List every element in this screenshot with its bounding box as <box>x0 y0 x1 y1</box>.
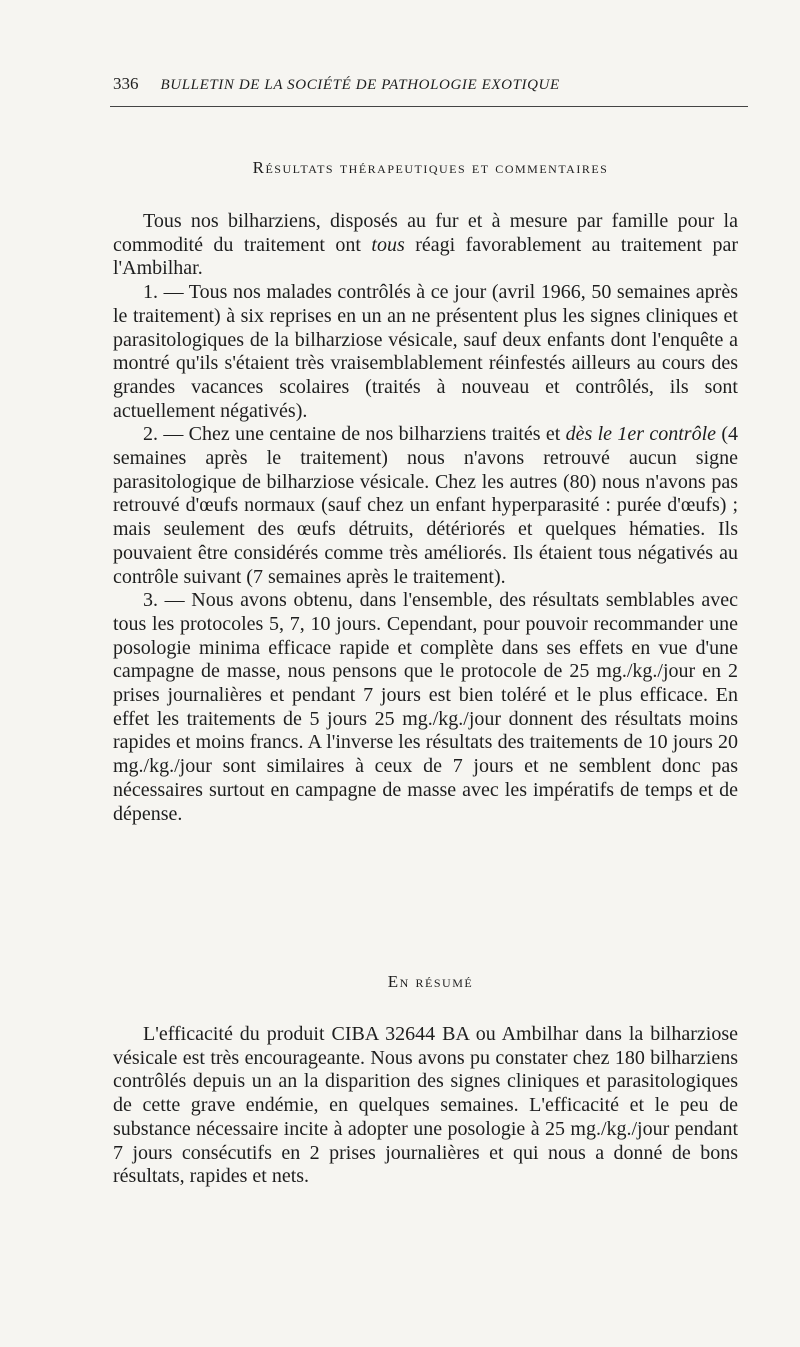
header-rule <box>110 106 748 107</box>
journal-title: BULLETIN DE LA SOCIÉTÉ DE PATHOLOGIE EXOTIQUE <box>160 77 560 93</box>
section-title-results: Résultats thérapeutiques et commentaires <box>252 158 609 177</box>
point-3-paragraph: 3. — Nous avons obtenu, dans l'ensemble, des résultats semblables avec tous les protocoles 5, 7, 10 jours. Cependant, pour pouvoir recommander une posologie minima efficace rapide et complète dans ses effets en vue d'une campagne de masse, nous pensons que le protocole de 25 mg./kg./jour en 2 prises journalières et pendant 7 jours est bien toléré et le plus efficace. En effet les traitements de 5 jours 25 mg./kg./jour donnent des résultats moins rapides et moins francs. A l'inverse les résultats des traitements de 10 jours 20 mg./kg./jour sont similaires à ceux de 7 jours et ne semblent donc pas nécessaires surtout en campagne de masse avec les impératifs de temps et de dépense. <box>113 589 738 825</box>
point-2-paragraph <box>113 423 738 589</box>
intro-paragraph <box>113 210 738 281</box>
intro-text-b: réagi favorablement au traitement par l'Ambilhar. <box>113 233 738 280</box>
summary-body <box>113 1023 738 1189</box>
summary-paragraph: L'efficacité du produit CIBA 32644 BA ou Ambilhar dans la bilharziose vésicale est très encourageante. Nous avons pu constater chez 180 bilharziens contrôlés depuis un an la disparition des signes cliniques et parasitologiques de cette grave endémie, en quelques semaines. L'efficacité et le peu de substance nécessaire incite à adopter une posologie à 25 mg./kg./jour pendant 7 jours consécutifs en 2 prises journalières et qui nous a donné de bons résultats, rapides et nets. <box>113 1023 738 1188</box>
point-1-paragraph: 1. — Tous nos malades contrôlés à ce jour (avril 1966, 50 semaines après le traitement) à six reprises en un an ne présentent plus les signes cliniques et parasitologiques de la bilharziose vésicale, sauf deux enfants dont l'enquête a montré qu'ils s'étaient très vraisemblablement réinfestés ailleurs au cours des grandes vacances scolaires (traités à nouveau et contrôlés, ils sont actuellement négativés). <box>113 281 738 422</box>
point-2-text-a: 2. — Chez une centaine de nos bilharziens traités et <box>143 423 566 446</box>
results-body <box>113 210 738 826</box>
point-2-emphasis: dès le 1er contrôle <box>565 423 717 446</box>
section-title-summary: En résumé <box>387 972 474 991</box>
intro-emphasis: tous <box>371 233 405 256</box>
running-header <box>113 74 748 94</box>
point-2-text-b: (4 semaines après le traitement) nous n'avons retrouvé aucun signe parasitologique de bilharziose vésicale. Chez les autres (80) nous n'avons pas retrouvé d'œufs normaux (sauf chez un enfant hyperparasité : purée d'œufs) ; mais seulement des œufs détruits, détériorés et quelques hématies. Ils pouvaient être considérés comme très améliorés. Ils étaient tous négativés au contrôle suivant (7 semaines après le traitement). <box>113 423 739 588</box>
page-number: 336 <box>113 74 139 93</box>
intro-text-a: Tous nos bilharziens, disposés au fur et à mesure par famille pour la commodité du traitement ont <box>113 210 738 256</box>
